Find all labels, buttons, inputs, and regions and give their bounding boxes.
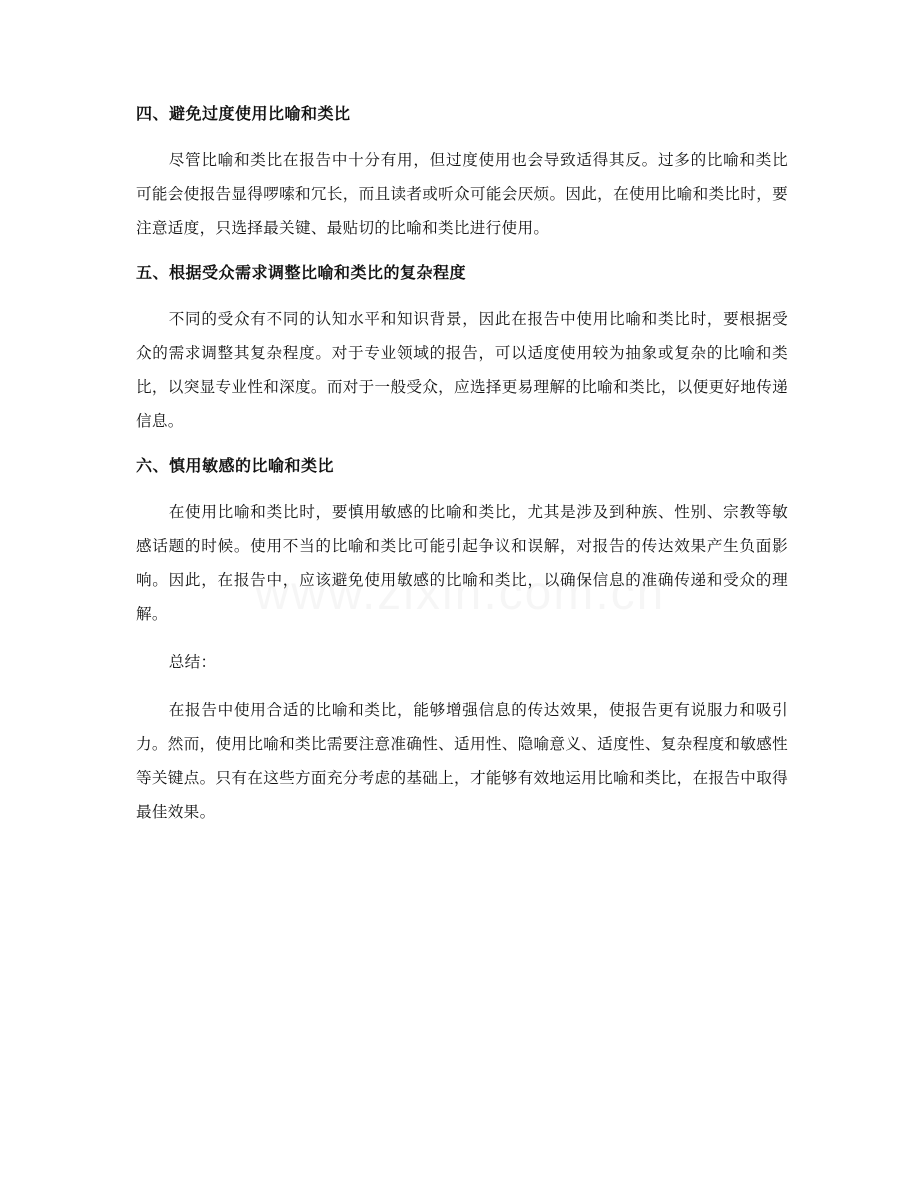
section-heading-6: 六、慎用敏感的比喻和类比 <box>136 456 335 475</box>
document-body <box>136 100 788 843</box>
section-heading-5: 五、根据受众需求调整比喻和类比的复杂程度 <box>136 263 467 282</box>
section-paragraph-4: 尽管比喻和类比在报告中十分有用，但过度使用也会导致适得其反。过多的比喻和类比可能会使报告显得啰嗦和冗长，而且读者或听众可能会厌烦。因此，在使用比喻和类比时，要注意适度，只选择最关键、最贴切的比喻和类比进行使用。 <box>136 151 788 237</box>
section-heading-4: 四、避免过度使用比喻和类比 <box>136 104 351 123</box>
summary-label: 总结： <box>168 653 217 671</box>
section-paragraph-5: 不同的受众有不同的认知水平和知识背景，因此在报告中使用比喻和类比时，要根据受众的需求调整其复杂程度。对于专业领域的报告，可以适度使用较为抽象或复杂的比喻和类比，以突显专业性和深度。而对于一般受众，应选择更易理解的比喻和类比，以便更好地传递信息。 <box>136 310 788 430</box>
section-paragraph-6: 在使用比喻和类比时，要慎用敏感的比喻和类比，尤其是涉及到种族、性别、宗教等敏感话题的时候。使用不当的比喻和类比可能引起争议和误解，对报告的传达效果产生负面影响。因此，在报告中，应该避免使用敏感的比喻和类比，以确保信息的准确传递和受众的理解。 <box>136 503 788 623</box>
summary-paragraph: 在报告中使用合适的比喻和类比，能够增强信息的传达效果，使报告更有说服力和吸引力。然而，使用比喻和类比需要注意准确性、适用性、隐喻意义、适度性、复杂程度和敏感性等关键点。只有在这些方面充分考虑的基础上，才能够有效地运用比喻和类比，在报告中取得最佳效果。 <box>136 701 788 821</box>
